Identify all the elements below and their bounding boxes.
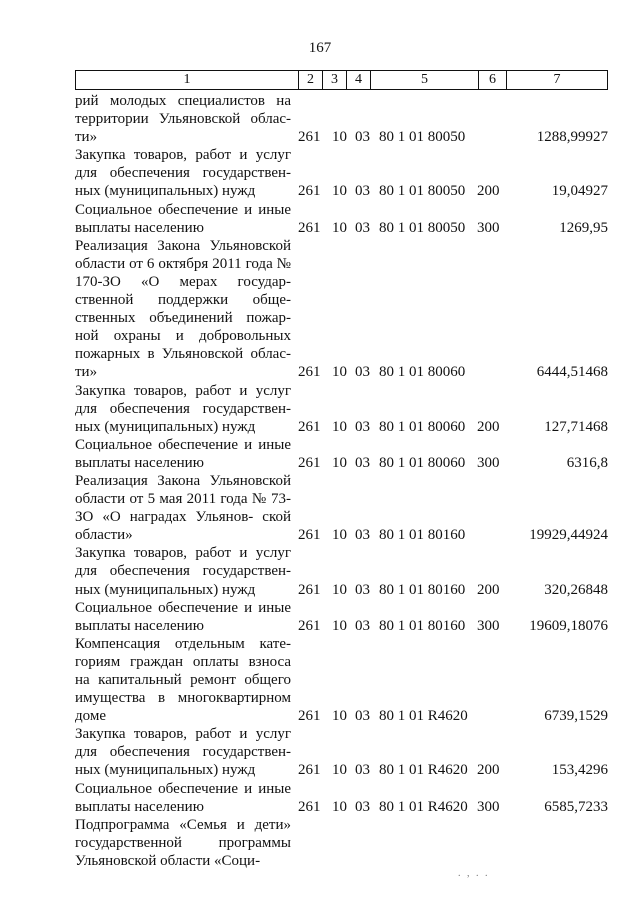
col-6-code: 200 — [477, 581, 500, 598]
row-description: Закупка товаров, работ и услуг для обеспечения государствен- ных (муниципальных) нужд — [75, 147, 291, 200]
col-4-code: 03 — [355, 527, 370, 544]
col-5-code: 80 1 01 80060 — [379, 454, 466, 471]
table-row — [75, 201, 608, 237]
header-col-4: 4 — [346, 71, 370, 89]
row-description: Социальное обеспечение и иные выплаты населению — [75, 201, 291, 236]
col-4-code: 03 — [355, 219, 370, 236]
header-col-3: 3 — [322, 71, 346, 89]
col-7-amount: 6444,51468 — [536, 364, 608, 381]
col-4-code: 03 — [355, 708, 370, 725]
col-4-code: 03 — [355, 418, 370, 435]
col-4-code: 03 — [355, 183, 370, 200]
col-2-code: 261 — [298, 798, 321, 815]
col-2-code: 261 — [298, 454, 321, 471]
col-4-code: 03 — [355, 129, 370, 146]
table-row — [75, 544, 608, 598]
col-3-code: 10 — [332, 798, 347, 815]
col-4-code: 03 — [355, 364, 370, 381]
col-3-code: 10 — [332, 129, 347, 146]
row-description: Социальное обеспечение и иные выплаты населению — [75, 780, 291, 815]
table-row — [75, 635, 608, 725]
col-7-amount: 19,04927 — [551, 183, 608, 200]
col-2-code: 261 — [298, 708, 321, 725]
col-6-code: 200 — [477, 762, 500, 779]
table-row — [75, 436, 608, 472]
col-3-code: 10 — [332, 762, 347, 779]
row-description: Реализация Закона Ульяновской области от 5 мая 2011 года № 73-ЗО «О наградах Ульянов- ской области» — [75, 472, 291, 544]
header-col-5: 5 — [370, 71, 478, 89]
table-row — [75, 472, 608, 544]
table-row — [75, 780, 608, 816]
col-7-amount: 6585,7233 — [544, 798, 608, 815]
row-description: Подпрограмма «Семья и дети» государственной программы Ульяновской области «Соци- — [75, 816, 291, 869]
row-description: Закупка товаров, работ и услуг для обеспечения государствен- ных (муниципальных) нужд — [75, 726, 291, 779]
col-4-code: 03 — [355, 454, 370, 471]
col-5-code: 80 1 01 80050 — [379, 129, 466, 146]
table-row — [75, 146, 608, 200]
col-7-amount: 153,4296 — [551, 762, 608, 779]
col-3-code: 10 — [332, 418, 347, 435]
header-col-6: 6 — [478, 71, 506, 89]
row-description: рий молодых специалистов на территории Ульяновской облас- ти» — [75, 93, 291, 146]
col-7-amount: 19609,18076 — [529, 617, 608, 634]
col-3-code: 10 — [332, 617, 347, 634]
table-row — [75, 92, 608, 146]
col-5-code: 80 1 01 80050 — [379, 219, 466, 236]
row-description: Реализация Закона Ульяновской области от 6 октября 2011 года № 170-ЗО «О мерах государ- ственной поддержки обще- ственных объединений пожар- ной охраны и добровольных пожарных в Ульяновской облас- ти» — [75, 237, 291, 381]
col-7-amount: 127,71468 — [544, 418, 608, 435]
row-description: Социальное обеспечение и иные выплаты населению — [75, 436, 291, 471]
col-2-code: 261 — [298, 129, 321, 146]
col-5-code: 80 1 01 80160 — [379, 581, 466, 598]
table-row — [75, 816, 608, 870]
col-2-code: 261 — [298, 617, 321, 634]
col-3-code: 10 — [332, 708, 347, 725]
col-3-code: 10 — [332, 183, 347, 200]
col-4-code: 03 — [355, 798, 370, 815]
col-4-code: 03 — [355, 581, 370, 598]
table-body — [75, 92, 608, 870]
col-7-amount: 6316,8 — [566, 454, 608, 471]
col-3-code: 10 — [332, 581, 347, 598]
col-5-code: 80 1 01 80160 — [379, 527, 466, 544]
col-7-amount: 1269,95 — [559, 219, 608, 236]
col-2-code: 261 — [298, 219, 321, 236]
col-4-code: 03 — [355, 617, 370, 634]
row-description: Компенсация отдельным кате- гориям граждан оплаты взноса на капитальный ремонт общего имущества в многоквартирном доме — [75, 635, 291, 725]
col-3-code: 10 — [332, 454, 347, 471]
col-6-code: 300 — [477, 798, 500, 815]
col-7-amount: 1288,99927 — [536, 129, 608, 146]
col-6-code: 300 — [477, 617, 500, 634]
col-7-amount: 6739,1529 — [544, 708, 608, 725]
col-5-code: 80 1 01 80060 — [379, 418, 466, 435]
col-5-code: 80 1 01 R4620 — [379, 798, 468, 815]
page-number: 167 — [308, 40, 332, 56]
header-col-1: 1 — [183, 72, 191, 87]
col-7-amount: 19929,44924 — [529, 527, 608, 544]
col-5-code: 80 1 01 R4620 — [379, 762, 468, 779]
row-description: Социальное обеспечение и иные выплаты населению — [75, 599, 291, 634]
header-col-2: 2 — [298, 71, 322, 89]
table-row — [75, 725, 608, 779]
table-row — [75, 382, 608, 436]
col-5-code: 80 1 01 80050 — [379, 183, 466, 200]
scan-specks: . , . . — [458, 868, 490, 879]
col-3-code: 10 — [332, 364, 347, 381]
col-6-code: 300 — [477, 219, 500, 236]
col-6-code: 200 — [477, 418, 500, 435]
table-header — [75, 70, 608, 90]
col-5-code: 80 1 01 R4620 — [379, 708, 468, 725]
row-description: Закупка товаров, работ и услуг для обеспечения государствен- ных (муниципальных) нужд — [75, 545, 291, 598]
col-5-code: 80 1 01 80060 — [379, 364, 466, 381]
col-2-code: 261 — [298, 581, 321, 598]
header-col-7: 7 — [506, 71, 607, 89]
col-2-code: 261 — [298, 762, 321, 779]
col-2-code: 261 — [298, 183, 321, 200]
col-7-amount: 320,26848 — [544, 581, 608, 598]
col-2-code: 261 — [298, 527, 321, 544]
col-2-code: 261 — [298, 364, 321, 381]
table-row — [75, 599, 608, 635]
col-2-code: 261 — [298, 418, 321, 435]
col-4-code: 03 — [355, 762, 370, 779]
col-6-code: 200 — [477, 183, 500, 200]
table-row — [75, 237, 608, 382]
col-3-code: 10 — [332, 527, 347, 544]
col-3-code: 10 — [332, 219, 347, 236]
col-6-code: 300 — [477, 454, 500, 471]
row-description: Закупка товаров, работ и услуг для обеспечения государствен- ных (муниципальных) нужд — [75, 382, 291, 435]
col-5-code: 80 1 01 80160 — [379, 617, 466, 634]
